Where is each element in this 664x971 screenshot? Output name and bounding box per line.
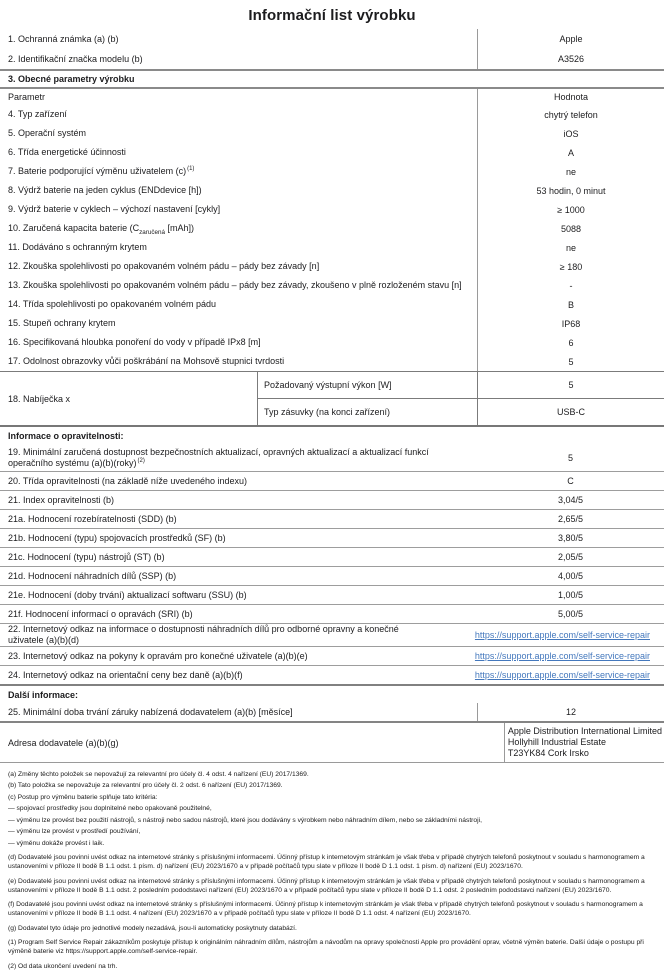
table-row (0, 200, 664, 219)
repair-link[interactable]: https://support.apple.com/self-service-repair (474, 651, 650, 661)
row-value: 5 (477, 352, 664, 371)
columns-header (0, 89, 664, 105)
address-line: T23YK84 Cork Irsko (507, 748, 589, 758)
footnote: — výměnu lze provést v prostředí používání, (8, 828, 141, 835)
row-value: 5,00/5 (557, 609, 584, 619)
table-row (0, 586, 664, 605)
row-label: 21a. Hodnocení rozebíratelnosti (SDD) (b) (8, 513, 177, 524)
warranty-row (0, 703, 664, 723)
row-label: 23. Internetový odkaz na pokyny k opravám pro konečné uživatele (a)(b)(e) (8, 650, 308, 661)
footnote: (a) Změny těchto položek se nepovažují za relevantní pro účely čl. 4 odst. 4 nařízení (EU) 2017/1369. (8, 770, 309, 778)
charger-socket-value: USB-C (477, 399, 664, 425)
footnote: — výměnu lze provést bez použití nástrojů, s nástroji nebo sadou nástrojů, které jsou dodávány s výrobkem nebo náhradním dílem, nebo se základními nástroji, (8, 816, 482, 824)
warranty-label: 25. Minimální doba trvání záruky nabízená dodavatelem (a)(b) [měsíce] (8, 706, 293, 717)
address-label: Adresa dodavatele (a)(b)(g) (8, 737, 119, 748)
row-label: 21c. Hodnocení (typu) nástrojů (ST) (b) (8, 551, 165, 562)
footnote: (f) Dodavatelé jsou povinni uvést odkaz na internetové stránky s příslušnými informacemi. Účinný přístup k internetovým stránkám je však třeba v případě chytrých telefonů poskytnout v souladu s harmonogramem a ustanoveními v příloze II bodě B 1.1 odst. 4 nařízení (EU) 2023/1670 a v případě počítačů typu slate v příloze II bodě D 1.1 odst. 4 nařízení (EU) 2023/1670. (8, 901, 643, 917)
row-label: 8. Výdrž baterie na jeden cyklus (ENDdevice [h]) (8, 185, 202, 195)
charger-subtable (257, 372, 664, 425)
row-value: 4,00/5 (557, 571, 584, 581)
identity-rows (0, 29, 664, 69)
row-value: 3,04/5 (557, 495, 584, 505)
row-value: ne (477, 238, 664, 257)
charger-power-label: Požadovaný výstupní výkon [W] (264, 380, 392, 390)
row-label: 14. Třída spolehlivosti po opakovaném volném pádu (8, 299, 216, 309)
row-label: 2. Identifikační značka modelu (b) (8, 53, 143, 64)
page-title: Informační list výrobku (248, 7, 416, 24)
table-row (0, 472, 664, 491)
table-row (0, 295, 664, 314)
repair-link[interactable]: https://support.apple.com/self-service-repair (474, 670, 650, 680)
row-value: 6 (477, 333, 664, 352)
table-row (0, 219, 664, 238)
row-label: 6. Třída energetické účinnosti (8, 147, 126, 157)
table-row (0, 647, 664, 666)
row-value: chytrý telefon (477, 105, 664, 124)
table-row (0, 238, 664, 257)
row-value: ≥ 180 (477, 257, 664, 276)
footnote: (e) Dodavatelé jsou povinni uvést odkaz na internetové stránky s příslušnými informacemi. Účinný přístup k internetovým stránkám je však třeba v případě chytrých telefonů poskytnout v souladu s harmonogramem a ustanoveními v příloze II bodě B 1.1 odst. 2 posledním pododstavci nařízení (EU) 2023/1670 a v případě počítačů typu slate v příloze II bodě D 1.1 odst. 2 posledním pododstavci nařízení (EU) 2023/1670. (8, 877, 645, 894)
table-row (0, 124, 664, 143)
footnote: (c) Postup pro výměnu baterie splňuje tato kritéria: (8, 793, 158, 801)
table-row (0, 666, 664, 686)
footnote: (b) Tato položka se nepovažuje za relevantní pro účely čl. 2 odst. 6 nařízení (EU) 2017/1369. (8, 782, 283, 789)
table-row (0, 491, 664, 510)
row-value: 2,05/5 (557, 552, 584, 562)
address-row (0, 723, 664, 763)
row-value: 1,00/5 (557, 590, 584, 600)
param-header-cell: Parametr (8, 91, 46, 102)
footnote: (2) Od data ukončení uvedení na trh. (8, 962, 118, 970)
footnote: (d) Dodavatelé jsou povinni uvést odkaz na internetové stránky s příslušnými informacemi. Účinný přístup k internetovým stránkám je však třeba v případě chytrých telefonů poskytnout v souladu s harmonogramem a ustanoveními v příloze II bodě B 1.1 odst. 1 písm. d) nařízení (EU) 2023/1670 a v případě počítačů typu slate v příloze II bodě D 1.1 odst. 1 písm. d) nařízení (EU) 2023/1670. (8, 854, 645, 870)
table-row (0, 162, 664, 181)
table-row (0, 624, 664, 647)
row-value: 5 (567, 452, 573, 463)
row-value: Apple (477, 29, 664, 49)
row-value: A (477, 143, 664, 162)
row-label: 13. Zkouška spolehlivosti po opakovaném volném pádu – pády bez závady, zkoušeno v plně rozloženém stavu [n] (8, 280, 462, 290)
table-row (0, 444, 664, 472)
table-row (0, 276, 664, 295)
row-label: 21f. Hodnocení informací o opravách (SRI) (b) (8, 608, 193, 619)
footnote: (g) Dodavatel tyto údaje pro jednotlivé modely nezadává, jsou-li automaticky poskytnuty databází. (8, 924, 297, 932)
table-row (0, 181, 664, 200)
section-heading-more-info: Další informace: (8, 690, 79, 700)
row-value: 2,65/5 (557, 514, 584, 524)
row-label: 22. Internetový odkaz na informace o dostupnosti náhradních dílů pro odborné opravny a konečné uživatele (a)(b)(d) (8, 624, 399, 645)
row-label: 21. Index opravitelnosti (b) (8, 494, 115, 505)
row-value: 3,80/5 (557, 533, 584, 543)
row-label: 9. Výdrž baterie v cyklech – výchozí nastavení [cykly] (8, 204, 221, 214)
table-row (0, 49, 664, 69)
row-value: A3526 (477, 49, 664, 69)
table-row (0, 143, 664, 162)
general-rows (0, 105, 664, 371)
charger-subrow-power (257, 372, 664, 399)
row-label: 5. Operační systém (8, 128, 87, 138)
row-label: 19. Minimální zaručená dostupnost bezpečnostních aktualizací, opravných aktualizací a aktualizací funkcí operačního systému (a)(b)(roky)$^{(2)}$ (8, 446, 429, 468)
table-row (0, 529, 664, 548)
row-label: 24. Internetový odkaz na orientační ceny bez daně (a)(b)(f) (8, 669, 243, 680)
table-row (0, 105, 664, 124)
row-label: 21e. Hodnocení (doby trvání) aktualizací softwaru (SSU) (b) (8, 589, 247, 600)
table-row (0, 352, 664, 371)
charger-subrow-socket (257, 399, 664, 425)
row-label: 7. Baterie podporující výměnu uživatelem $(c)^{(1)}$ (8, 166, 195, 176)
charger-label: 18. Nabíječka x (8, 393, 71, 404)
footnote: — výměnu dokáže provést i laik. (8, 839, 105, 847)
charger-power-value: 5 (477, 372, 664, 398)
address-line: Hollyhill Industrial Estate (507, 737, 606, 747)
row-label: 1. Ochranná známka (a) (b) (8, 33, 119, 44)
row-label: 12. Zkouška spolehlivosti po opakovaném volném pádu – pády bez závady [n] (8, 261, 320, 271)
row-value: ≥ 1000 (477, 200, 664, 219)
row-value: ne (477, 162, 664, 181)
row-value: - (477, 276, 664, 295)
table-row (0, 29, 664, 49)
table-row (0, 333, 664, 352)
row-value: iOS (477, 124, 664, 143)
repairability-rows (0, 444, 664, 686)
table-row (0, 605, 664, 624)
section-heading-general: 3. Obecné parametry výrobku (0, 69, 664, 89)
warranty-value: 12 (477, 703, 664, 721)
charger-socket-label: Typ zásuvky (na konci zařízení) (264, 407, 391, 417)
table-row (0, 257, 664, 276)
table-row (0, 548, 664, 567)
row-label: 21d. Hodnocení náhradních dílů (SSP) (b) (8, 570, 177, 581)
charger-row (0, 371, 664, 427)
row-label: 17. Odolnost obrazovky vůči poškrábání na Mohsově stupnici tvrdosti (8, 356, 285, 366)
supplier-address (504, 723, 664, 762)
section-heading-repairability: Informace o opravitelnosti: (8, 431, 124, 441)
table-row (0, 510, 664, 529)
row-label: 15. Stupeň ochrany krytem (8, 318, 116, 328)
row-value: IP68 (477, 314, 664, 333)
row-label: 21b. Hodnocení (typu) spojovacích prostředků (SF) (b) (8, 532, 226, 543)
row-value: 5088 (477, 219, 664, 238)
repair-link[interactable]: https://support.apple.com/self-service-repair (474, 630, 650, 640)
row-label: 10. Zaručená kapacita baterie ($C_{zaručená}$ [mAh]) (8, 223, 194, 236)
footnote: (1) Program Self Service Repair zákazníkům poskytuje přístup k originálním náhradním dílům, nástrojům a návodům na opravy společnosti Apple pro provádění oprav, včetně výměn baterie. Další údaje o postupu při výměně baterie viz https://support.apple.com/self-service-repair. (8, 939, 644, 955)
row-label: 11. Dodáváno s ochranným krytem (8, 242, 147, 252)
value-header-cell: Hodnota (477, 89, 664, 105)
row-value: C (567, 476, 574, 486)
address-line: Apple Distribution International Limited (507, 726, 662, 736)
footnote: — spojovací prostředky jsou doplnitelné nebo opakovaně použitelné, (8, 805, 212, 812)
row-value: B (477, 295, 664, 314)
row-label: 16. Specifikovaná hloubka ponoření do vody v případě IPx8 [m] (8, 337, 261, 347)
row-label: 20. Třída opravitelnosti (na základě níže uvedeného indexu) (8, 475, 247, 486)
footnotes (0, 763, 664, 971)
table-row (0, 314, 664, 333)
row-value: 53 hodin, 0 minut (477, 181, 664, 200)
row-label: 4. Typ zařízení (8, 109, 67, 119)
table-row (0, 567, 664, 586)
